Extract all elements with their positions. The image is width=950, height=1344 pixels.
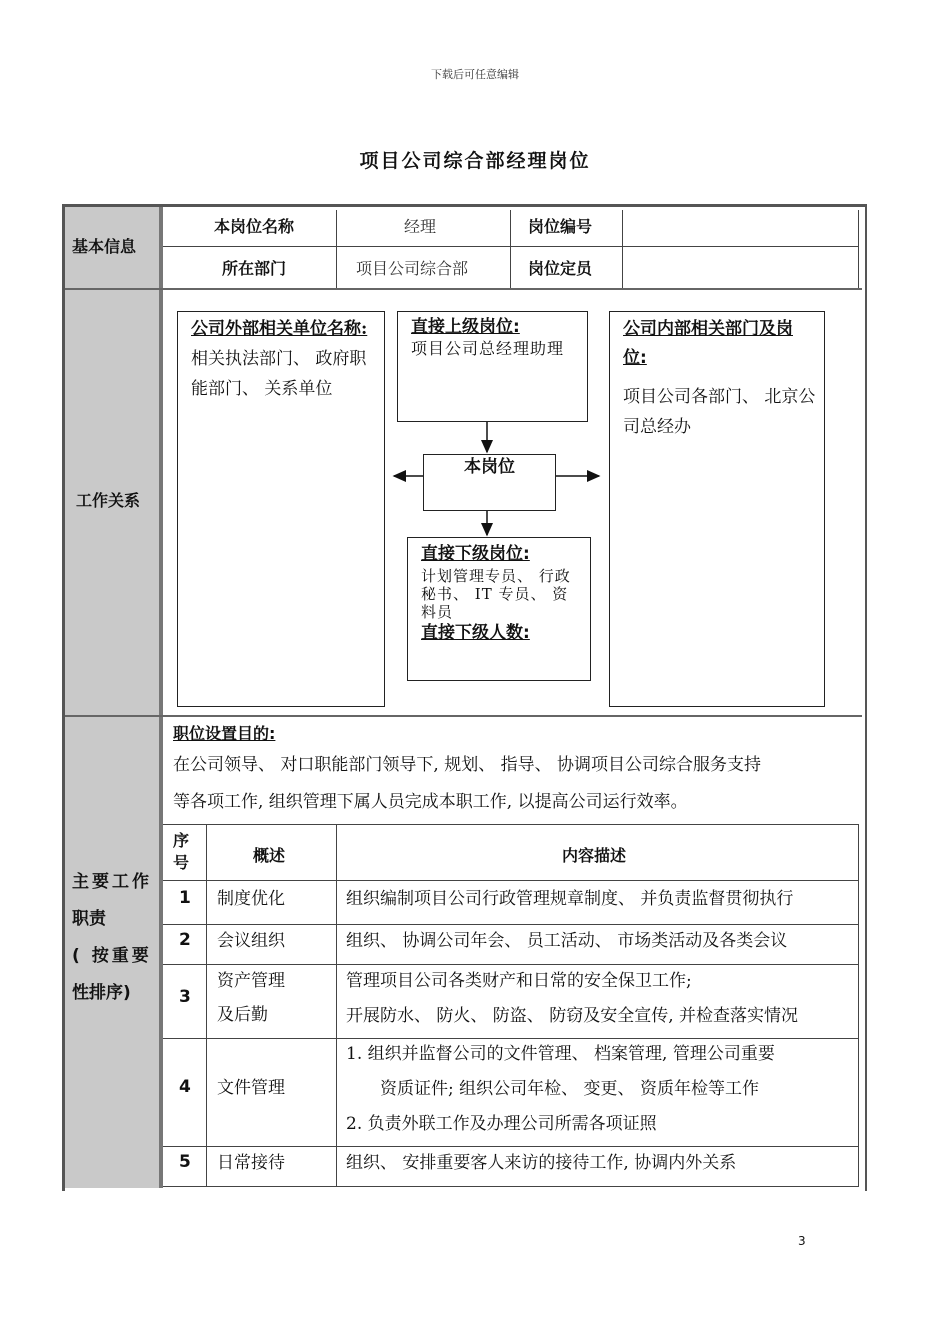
row-summary: 及后勤	[217, 1005, 268, 1025]
external-units-body: 相关执法部门、 政府职能部门、 关系单位	[191, 349, 367, 399]
row-description: 管理项目公司各类财产和日常的安全保卫工作;	[346, 971, 692, 991]
row-number: 4	[179, 1077, 191, 1097]
col-header-no-line: 号	[173, 853, 190, 872]
row-description: 组织、 安排重要客人来访的接待工作, 协调内外关系	[346, 1153, 737, 1173]
row-summary: 文件管理	[217, 1078, 285, 1098]
row-number: 3	[179, 987, 191, 1007]
row-number: 1	[179, 888, 191, 908]
external-units-title: 公司外部相关单位名称:	[191, 319, 368, 339]
row-description: 组织编制项目公司行政管理规章制度、 并负责监督贯彻执行	[346, 889, 794, 909]
row-description: 开展防水、 防火、 防盗、 防窃及安全宣传, 并检查落实情况	[346, 1006, 799, 1026]
headcount-label: 岗位定员	[528, 259, 593, 278]
page-number: 3	[798, 1234, 806, 1248]
purpose-line: 在公司领导、 对口职能部门领导下, 规划、 指导、 协调项目公司综合服务支持	[173, 755, 762, 775]
col-header-description: 内容描述	[562, 846, 627, 865]
col-header-no-line: 序	[173, 831, 190, 850]
row-description: 组织、 协调公司年会、 员工活动、 市场类活动及各类会议	[346, 931, 788, 951]
post-code-label: 岗位编号	[528, 217, 593, 236]
subordinate-title: 直接下级岗位:	[421, 544, 530, 564]
internal-units-body: 项目公司各部门、 北京公司总经办	[623, 387, 816, 437]
row-divider	[163, 824, 859, 825]
row-description: 资质证件; 组织公司年检、 变更、 资质年检等工作	[380, 1079, 759, 1099]
col-header-summary: 概述	[253, 846, 286, 865]
row-number: 5	[179, 1152, 191, 1172]
header-note: 下载后可任意编辑	[431, 68, 519, 81]
row-summary: 资产管理	[217, 971, 285, 991]
row-summary: 日常接待	[217, 1153, 285, 1173]
row-summary: 制度优化	[217, 889, 285, 909]
duties-label-line: ( 按重要	[72, 946, 152, 966]
department-value: 项目公司综合部	[356, 259, 469, 278]
row-number: 2	[179, 930, 191, 950]
subordinate-body: 计划管理专员、 行政秘书、 IT 专员、 资料员	[421, 567, 571, 621]
duties-label-line: 性排序)	[72, 983, 131, 1003]
col-divider	[336, 824, 337, 1186]
row-description: 2. 负责外联工作及办理公司所需各项证照	[346, 1114, 657, 1134]
self-post-label: 本岗位	[464, 457, 515, 477]
row-description: 1. 组织并监督公司的文件管理、 档案管理, 管理公司重要	[346, 1044, 775, 1064]
post-name-label: 本岗位名称	[214, 217, 295, 236]
col-divider	[858, 824, 859, 1186]
purpose-line: 等各项工作, 组织管理下属人员完成本职工作, 以提高公司运行效率。	[173, 792, 688, 812]
duties-label-line: 职责	[72, 909, 106, 929]
section-label-relations: 工作关系	[76, 491, 141, 510]
duties-label-line: 主要工作	[72, 872, 152, 892]
purpose-title: 职位设置目的:	[173, 724, 276, 743]
section-label-basic: 基本信息	[72, 237, 137, 256]
post-name-value: 经理	[404, 217, 437, 236]
superior-title: 直接上级岗位:	[411, 317, 520, 337]
col-header-no	[173, 830, 189, 874]
internal-units-title: 公司内部相关部门及岗位:	[623, 319, 793, 368]
row-divider	[163, 880, 859, 881]
document-title: 项目公司综合部经理岗位	[359, 150, 591, 172]
col-divider	[206, 824, 207, 1186]
department-label: 所在部门	[222, 259, 287, 278]
subordinate-count-label: 直接下级人数:	[421, 623, 530, 643]
section-label-duties	[72, 864, 152, 1012]
row-divider	[163, 1186, 859, 1187]
row-summary: 会议组织	[217, 931, 285, 951]
superior-body: 项目公司总经理助理	[411, 339, 565, 358]
